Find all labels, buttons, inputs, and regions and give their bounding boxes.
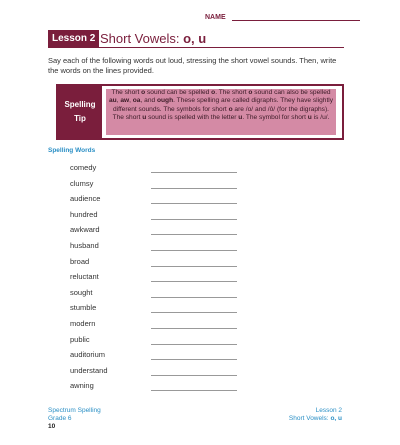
tip-text-segment: . The symbol for short <box>242 113 308 121</box>
page-number: 10 <box>48 423 56 430</box>
name-row <box>205 12 360 21</box>
answer-line[interactable] <box>151 250 237 251</box>
word-row <box>70 161 240 173</box>
spelling-tip-text <box>106 89 336 135</box>
spelling-word: broad <box>70 256 90 266</box>
name-line[interactable] <box>232 12 360 21</box>
tip-spelling-highlight: o <box>228 105 233 113</box>
word-row <box>70 192 240 204</box>
tip-text-segment: , <box>129 97 133 105</box>
tip-text-segment: The short <box>111 89 142 96</box>
instructions: Say each of the following words out loud, stressing the short vowel sounds. Then, write the words on the lines provided. <box>48 56 337 75</box>
answer-line[interactable] <box>151 234 237 235</box>
spelling-word: modern <box>70 319 96 328</box>
tip-spelling-highlight: ough <box>156 97 174 105</box>
word-row <box>70 301 240 313</box>
answer-line[interactable] <box>151 312 237 313</box>
tip-spelling-highlight: oa <box>132 97 141 105</box>
footer-right <box>289 407 342 423</box>
tip-spelling-highlight: u <box>238 113 243 121</box>
tip-text-segment: are /o/ and /ô/ (for the digraphs). The short <box>112 105 329 121</box>
word-row <box>70 223 240 235</box>
footer-lesson: Lesson 2 <box>315 407 342 414</box>
spelling-tip-label-line2: Tip <box>74 114 86 123</box>
answer-line[interactable] <box>151 281 237 282</box>
tip-spelling-highlight: au <box>108 97 117 105</box>
spelling-word: husband <box>70 241 99 250</box>
spelling-tip-label-line1: Spelling <box>64 100 96 109</box>
answer-line[interactable] <box>151 344 237 345</box>
spelling-word: reluctant <box>70 272 99 282</box>
answer-line[interactable] <box>151 390 237 391</box>
footer-lesson-title <box>289 415 342 423</box>
spelling-word: auditorium <box>70 350 106 360</box>
footer-left <box>48 407 101 431</box>
footer-grade: Grade 6 <box>48 415 72 422</box>
word-row <box>70 239 240 251</box>
word-row <box>70 270 240 282</box>
answer-line[interactable] <box>151 188 237 189</box>
spelling-tip-label <box>58 86 102 138</box>
spelling-word: stumble <box>70 303 97 313</box>
tip-text-segment: sound can be spelled <box>145 89 212 96</box>
word-row <box>70 333 240 345</box>
lesson-header <box>48 30 344 48</box>
word-row <box>70 208 240 220</box>
tip-spelling-highlight: u <box>142 113 147 121</box>
answer-line[interactable] <box>151 328 237 329</box>
tip-spelling-highlight: o <box>248 89 253 96</box>
answer-line[interactable] <box>151 219 237 220</box>
tip-spelling-highlight: o <box>211 89 216 96</box>
word-row <box>70 286 240 298</box>
spelling-tip-box <box>56 84 344 140</box>
answer-line[interactable] <box>151 172 237 173</box>
spelling-word: awning <box>70 381 94 391</box>
spelling-word: hundred <box>70 209 98 219</box>
spelling-words-heading: Spelling Words <box>48 147 96 154</box>
lesson-title-vowels: o, u <box>183 31 207 46</box>
spelling-word: sought <box>70 287 93 297</box>
lesson-label: Lesson 2 <box>48 30 99 47</box>
lesson-title <box>100 30 206 47</box>
tip-text-segment: , and <box>140 97 157 105</box>
tip-text-segment: sound can also be spelled <box>252 89 331 96</box>
word-row <box>70 379 240 391</box>
tip-text-segment: . The short <box>215 89 249 96</box>
footer-lesson-title-prefix: Short Vowels: <box>288 415 331 422</box>
tip-text-segment: , <box>116 97 121 105</box>
tip-text-segment: sound is spelled with the letter <box>146 113 239 121</box>
footer-lesson-title-vowels: o, u <box>330 415 342 422</box>
spelling-word: comedy <box>70 163 97 172</box>
tip-spelling-highlight: u <box>307 113 312 121</box>
tip-text-segment: is /u/. <box>311 113 330 121</box>
spelling-word: awkward <box>70 225 100 235</box>
word-row <box>70 177 240 189</box>
word-row <box>70 317 240 329</box>
tip-spelling-highlight: aw <box>120 97 130 105</box>
tip-text-segment: . These spelling are called digraphs. They have slightly different sounds. The symbols for short <box>112 97 334 113</box>
spelling-word: public <box>70 334 90 344</box>
tip-spelling-highlight: o <box>141 89 146 96</box>
answer-line[interactable] <box>151 203 237 204</box>
answer-line[interactable] <box>151 266 237 267</box>
spelling-word: audience <box>70 194 101 204</box>
word-row <box>70 348 240 360</box>
lesson-title-prefix: Short Vowels: <box>100 31 184 46</box>
word-row <box>70 364 240 376</box>
word-row <box>70 255 240 267</box>
footer-book-title: Spectrum Spelling <box>48 407 101 414</box>
spelling-word: understand <box>70 365 108 375</box>
answer-line[interactable] <box>151 375 237 376</box>
name-label: NAME <box>205 14 226 21</box>
answer-line[interactable] <box>151 359 237 360</box>
answer-line[interactable] <box>151 297 237 298</box>
spelling-word: clumsy <box>70 178 94 188</box>
